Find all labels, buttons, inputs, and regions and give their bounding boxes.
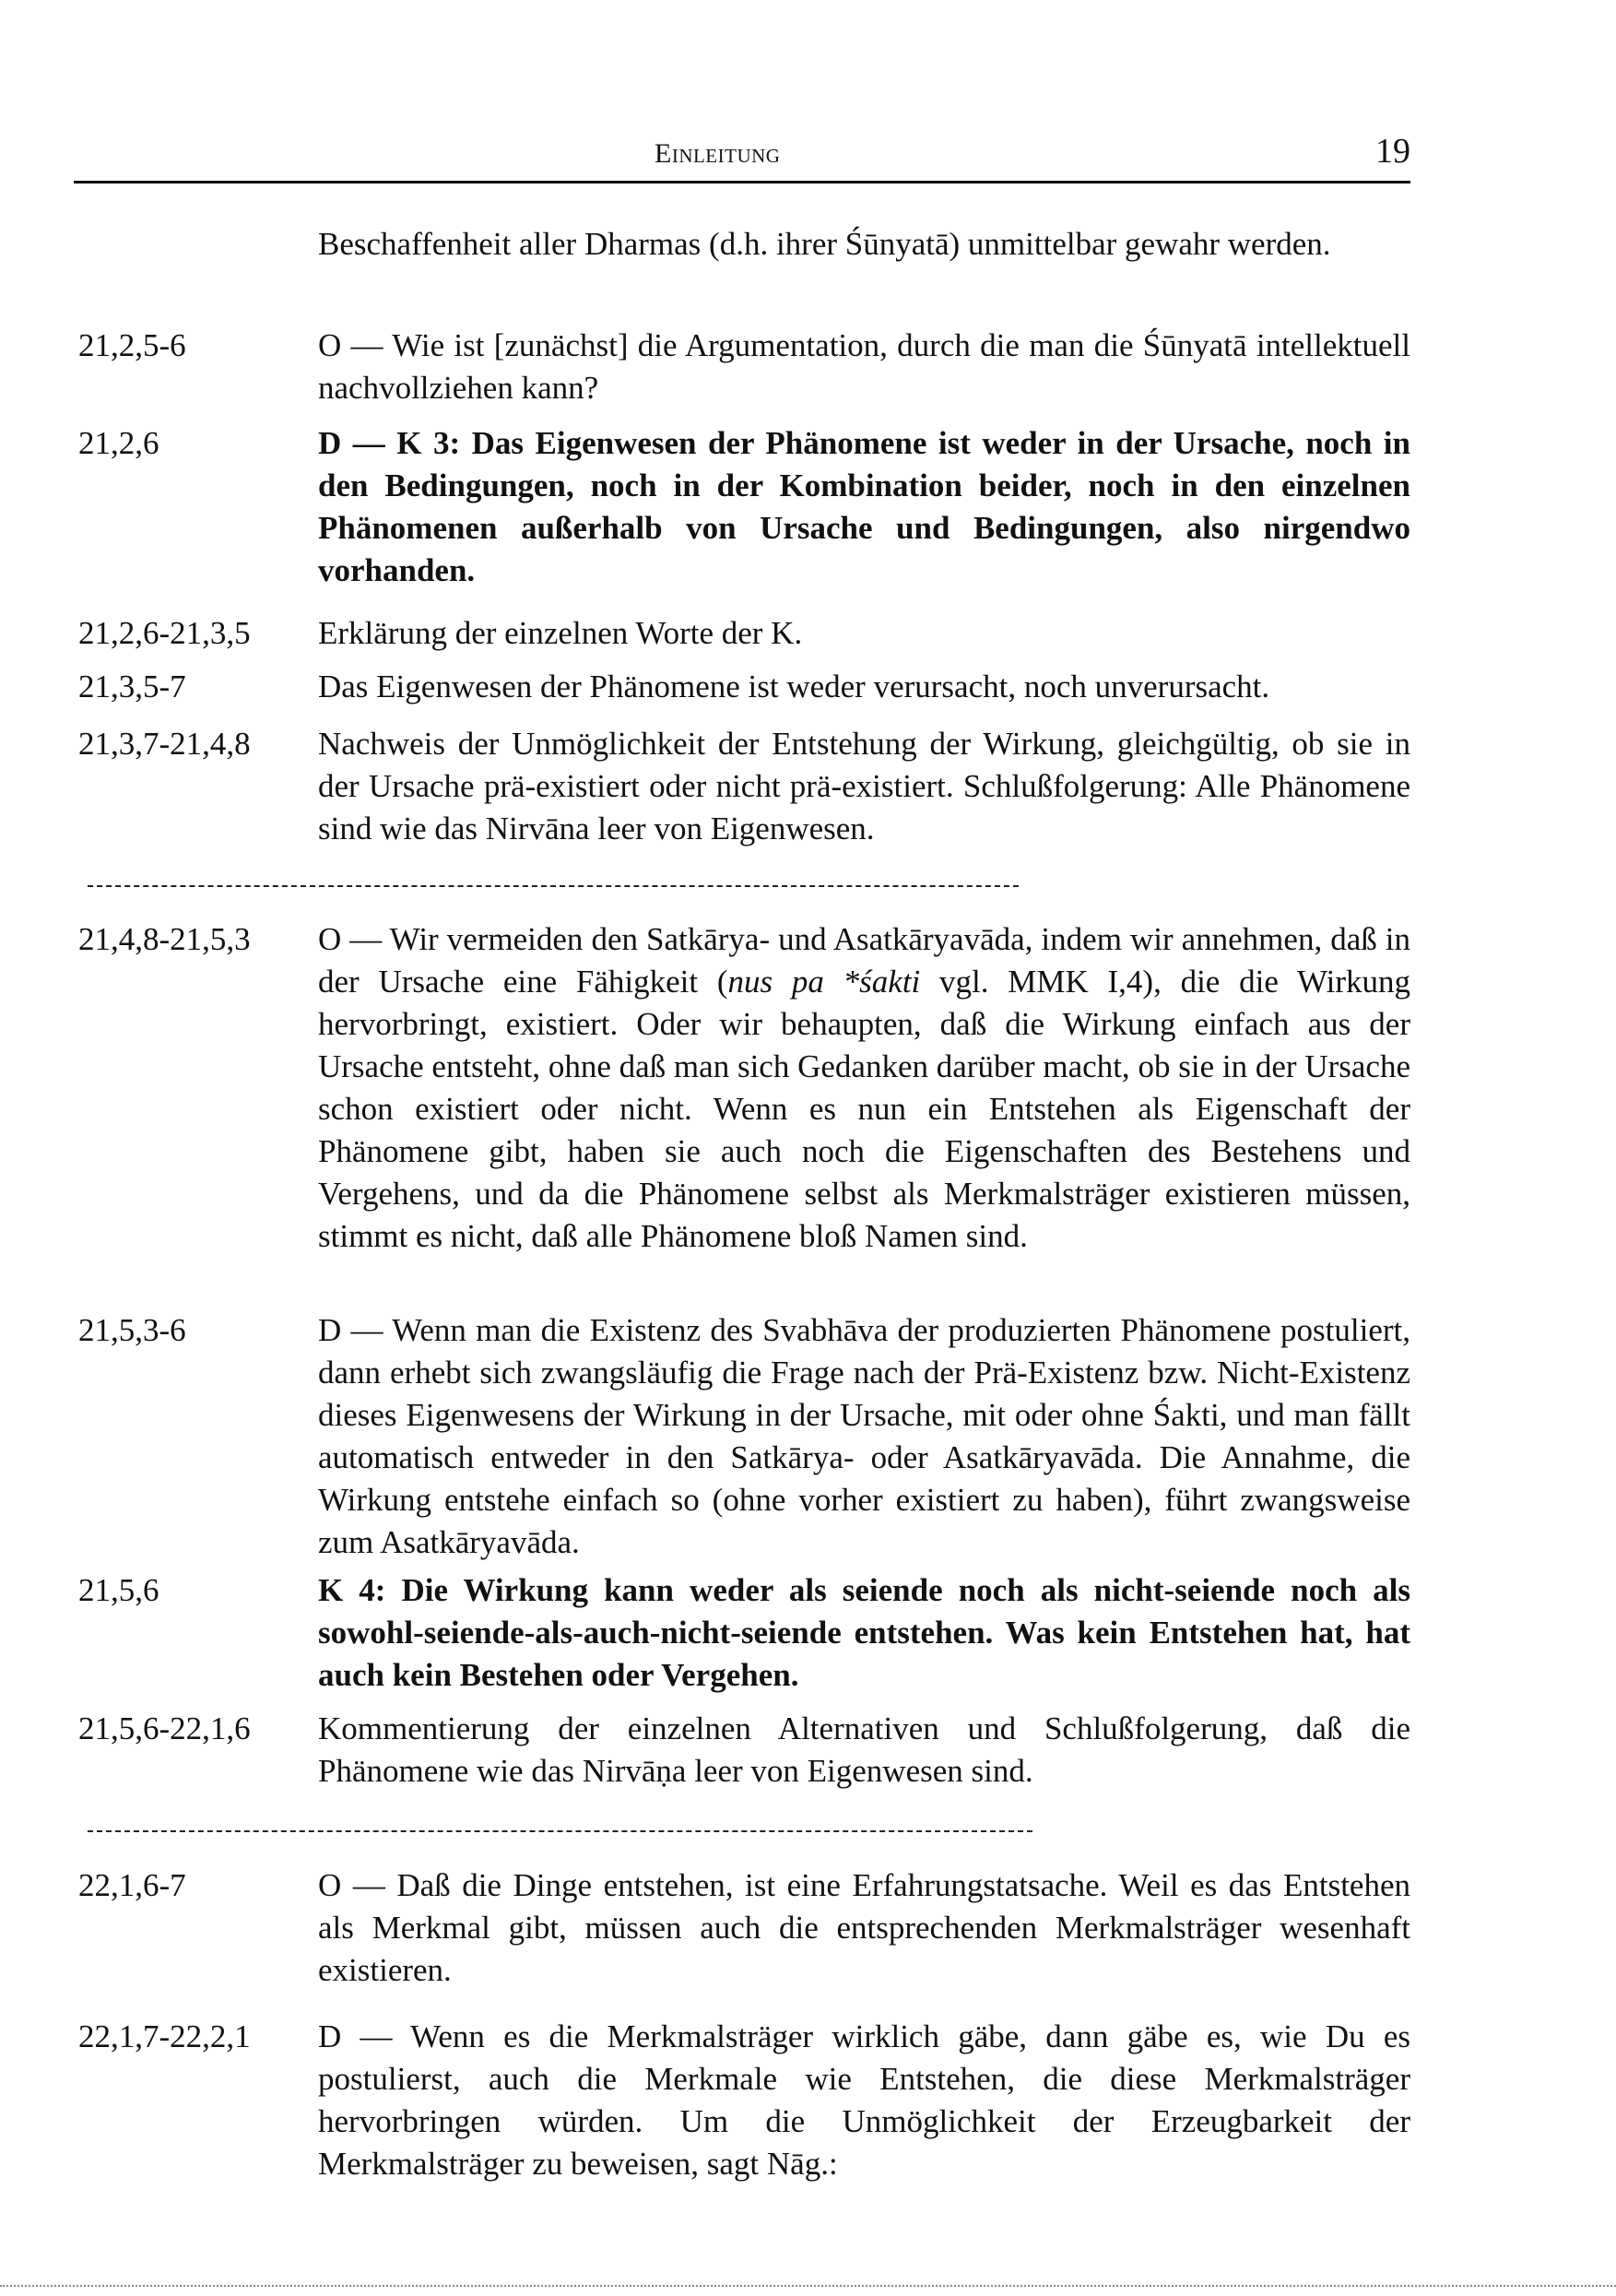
section-separator — [88, 885, 1019, 887]
entry-text: O — Wir vermeiden den Satkārya- und Asatkāryavāda, indem wir annehmen, daß in der Ursache eine Fähigkeit (nus pa *śakti vgl. MMK I,4), die die Wirkung hervorbringt, existiert. Oder wir behaupten, daß die Wirkung einfach aus der Ursache entsteht, ohne daß man sich Gedanken darüber macht, ob sie in der Ursache schon existiert oder nicht. Wenn es nun ein Entstehen als Eigenschaft der Phänomene gibt, haben sie auch noch die Eigenschaften des Bestehens und Vergehens, und da die Phänomene selbst als Merkmalsträger existieren müssen, stimmt es nicht, daß alle Phänomene bloß Namen sind. — [318, 921, 1410, 1254]
entry-text: Nachweis der Unmöglichkeit der Entstehung der Wirkung, gleichgültig, ob sie in der Ursache prä-existiert oder nicht prä-existiert. Schlußfolgerung: Alle Phänomene sind wie das Nirvāna leer von Eigenwesen. — [318, 726, 1410, 846]
entry-text: O — Daß die Dinge entstehen, ist eine Erfahrungstatsache. Weil es das Entstehen als Merkmal gibt, müssen auch die entsprechenden Merkmalsträger wesenhaft existieren. — [318, 1867, 1410, 1988]
entry-reference: 22,1,7-22,2,1 — [78, 2018, 251, 2054]
entry-text: D — Wenn es die Merkmalsträger wirklich gäbe, dann gäbe es, wie Du es postulierst, auch die Merkmale wie Entstehen, die diese Merkmalsträger hervorbringen würden. Um die Unmöglichkeit der Erzeugbarkeit der Merkmalsträger zu beweisen, sagt Nāg.: — [318, 2018, 1410, 2182]
scan-edge — [0, 2285, 1616, 2287]
entry-reference: 21,5,6 — [78, 1572, 159, 1608]
entry-text: Beschaffenheit aller Dharmas (d.h. ihrer Śūnyatā) unmittelbar gewahr werden. — [318, 226, 1331, 262]
entry-text: Erklärung der einzelnen Worte der K. — [318, 615, 803, 651]
header-rule — [74, 181, 1410, 183]
entry-text: O — Wie ist [zunächst] die Argumentation, durch die man die Śūnyatā intellektuell nachvollziehen kann? — [318, 327, 1410, 406]
entry-reference: 21,5,6-22,1,6 — [78, 1710, 251, 1746]
entry-reference: 21,5,3-6 — [78, 1312, 186, 1348]
entry-reference: 21,3,5-7 — [78, 669, 186, 704]
entry-reference: 21,2,5-6 — [78, 327, 186, 363]
section-separator — [88, 1830, 1032, 1832]
entry-text: D — K 3: Das Eigenwesen der Phänomene ist weder in der Ursache, noch in den Bedingungen, noch in der Kombination beider, noch in den einzelnen Phänomenen außerhalb von Ursache und Bedingungen, also nirgendwo vorhanden. — [318, 425, 1410, 588]
page-number: 19 — [1375, 132, 1410, 171]
entry-text: D — Wenn man die Existenz des Svabhāva der produzierten Phänomene postuliert, dann erhebt sich zwangsläufig die Frage nach der Prä-Existenz bzw. Nicht-Existenz dieses Eigenwesens der Wirkung in der Ursache, mit oder ohne Śakti, und man fällt automatisch entweder in den Satkārya- oder Asatkāryavāda. Die Annahme, die Wirkung entstehe einfach so (ohne vorher existiert zu haben), führt zwangsweise zum Asatkāryavāda. — [318, 1312, 1410, 1560]
running-header — [74, 131, 1410, 177]
entry-reference: 21,4,8-21,5,3 — [78, 921, 251, 957]
tibetan-sanskrit-term: nus pa *śakti — [727, 964, 921, 1000]
entry-reference: 21,2,6 — [78, 425, 159, 461]
entry-text: K 4: Die Wirkung kann weder als seiende noch als nicht-seiende noch als sowohl-seiende-als-auch-nicht-seiende entstehen. Was kein Entstehen hat, hat auch kein Bestehen oder Vergehen. — [318, 1572, 1410, 1693]
entry-reference: 22,1,6-7 — [78, 1867, 186, 1903]
entry-text: Kommentierung der einzelnen Alternativen und Schlußfolgerung, daß die Phänomene wie das Nirvāṇa leer von Eigenwesen sind. — [318, 1710, 1410, 1789]
entry-reference: 21,2,6-21,3,5 — [78, 615, 251, 651]
entry-text: Das Eigenwesen der Phänomene ist weder verursacht, noch unverursacht. — [318, 669, 1270, 704]
running-title: Einleitung — [655, 138, 781, 169]
entry-reference: 21,3,7-21,4,8 — [78, 726, 251, 762]
